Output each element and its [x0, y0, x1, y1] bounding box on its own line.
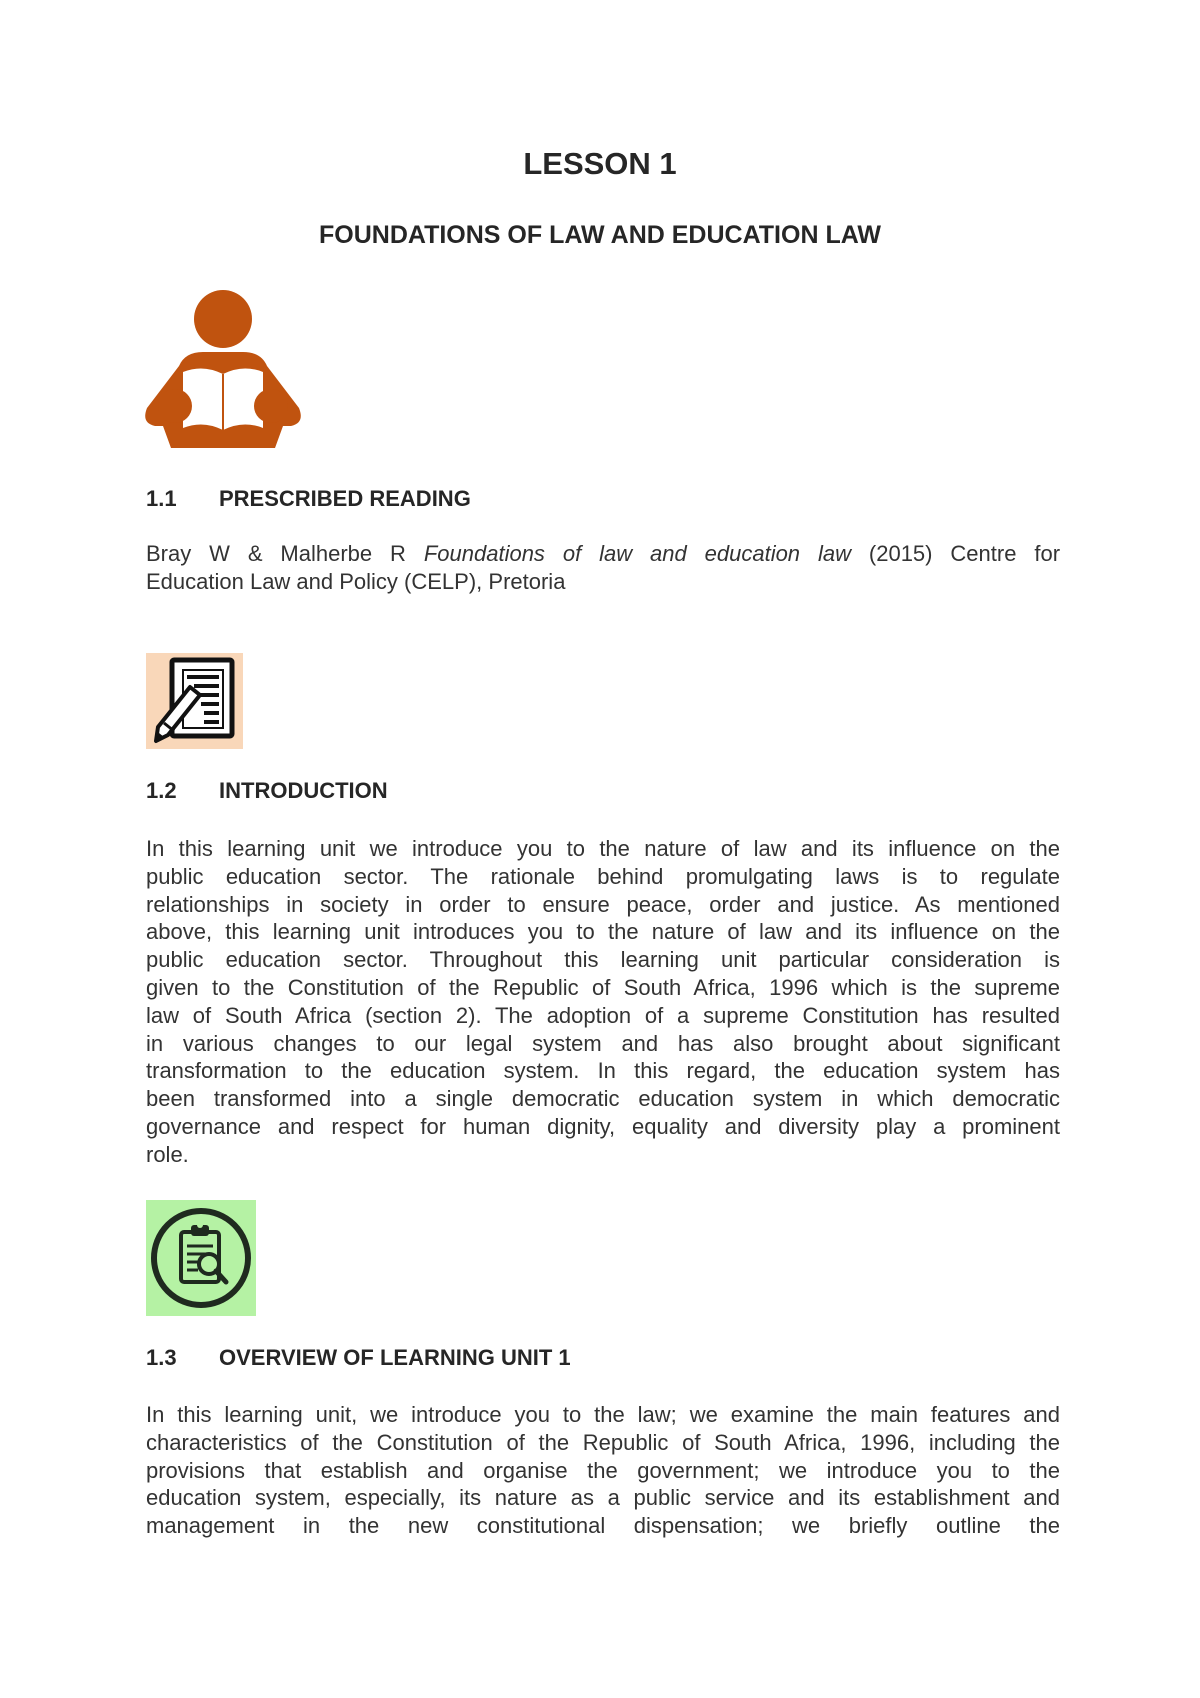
overview-line: education system, especially, its nature as a public service and its establishment and — [146, 1485, 1060, 1511]
section-number: 1.2 — [146, 778, 177, 803]
reading-citation-line-2: Education Law and Policy (CELP), Pretoria — [146, 568, 566, 594]
overview-line: provisions that establish and organise the government; we introduce you to the — [146, 1457, 1060, 1483]
intro-line: transformation to the education system. In this regard, the education system has — [146, 1058, 1060, 1084]
intro-line: governance and respect for human dignity, equality and diversity play a prominent — [146, 1113, 1060, 1139]
reading-citation-line-1: Bray W & Malherbe R Foundations of law and education law (2015) Centre for — [146, 541, 1061, 566]
intro-line: given to the Constitution of the Republic of South Africa, 1996 which is the supreme — [146, 974, 1060, 1000]
lesson-title: LESSON 1 — [523, 146, 677, 181]
intro-line: public education sector. The rationale behind promulgating laws is to regulate — [146, 863, 1060, 889]
intro-line: above, this learning unit introduces you to the nature of law and its influence on the — [146, 919, 1060, 945]
overview-line: In this learning unit, we introduce you to the law; we examine the main features and — [146, 1402, 1060, 1427]
clipboard-magnifier-icon — [146, 1200, 256, 1316]
section-heading-introduction — [146, 778, 388, 804]
prescribed-reading-text — [146, 540, 1060, 596]
intro-line: relationships in society in order to ensure peace, order and justice. As mentioned — [146, 891, 1060, 917]
intro-line: been transformed into a single democratic education system in which democratic — [146, 1086, 1060, 1112]
section-title: PRESCRIBED READING — [219, 486, 471, 511]
intro-line: role. — [146, 1141, 189, 1167]
introduction-text — [146, 835, 1060, 1169]
intro-line: public education sector. Throughout this learning unit particular consideration is — [146, 947, 1060, 973]
overview-text — [146, 1401, 1060, 1540]
document-pencil-icon — [146, 653, 243, 749]
intro-line: In this learning unit we introduce you to the nature of law and its influence on the — [146, 836, 1060, 861]
overview-line: management in the new constitutional dispensation; we briefly outline the — [146, 1513, 1060, 1539]
book-title: Foundations of law and education law — [423, 541, 851, 566]
intro-line: in various changes to our legal system and has also brought about significant — [146, 1030, 1060, 1056]
intro-line: law of South Africa (section 2). The adoption of a supreme Constitution has resulted — [146, 1002, 1060, 1028]
section-title: INTRODUCTION — [219, 778, 388, 803]
section-heading-overview — [146, 1345, 571, 1371]
reading-person-icon — [145, 288, 301, 448]
section-heading-prescribed-reading — [146, 486, 471, 512]
section-number: 1.3 — [146, 1345, 177, 1370]
overview-line: characteristics of the Constitution of the Republic of South Africa, 1996, including the — [146, 1429, 1060, 1455]
section-number: 1.1 — [146, 486, 177, 511]
lesson-subtitle: FOUNDATIONS OF LAW AND EDUCATION LAW — [319, 221, 881, 249]
section-title: OVERVIEW OF LEARNING UNIT 1 — [219, 1345, 571, 1370]
